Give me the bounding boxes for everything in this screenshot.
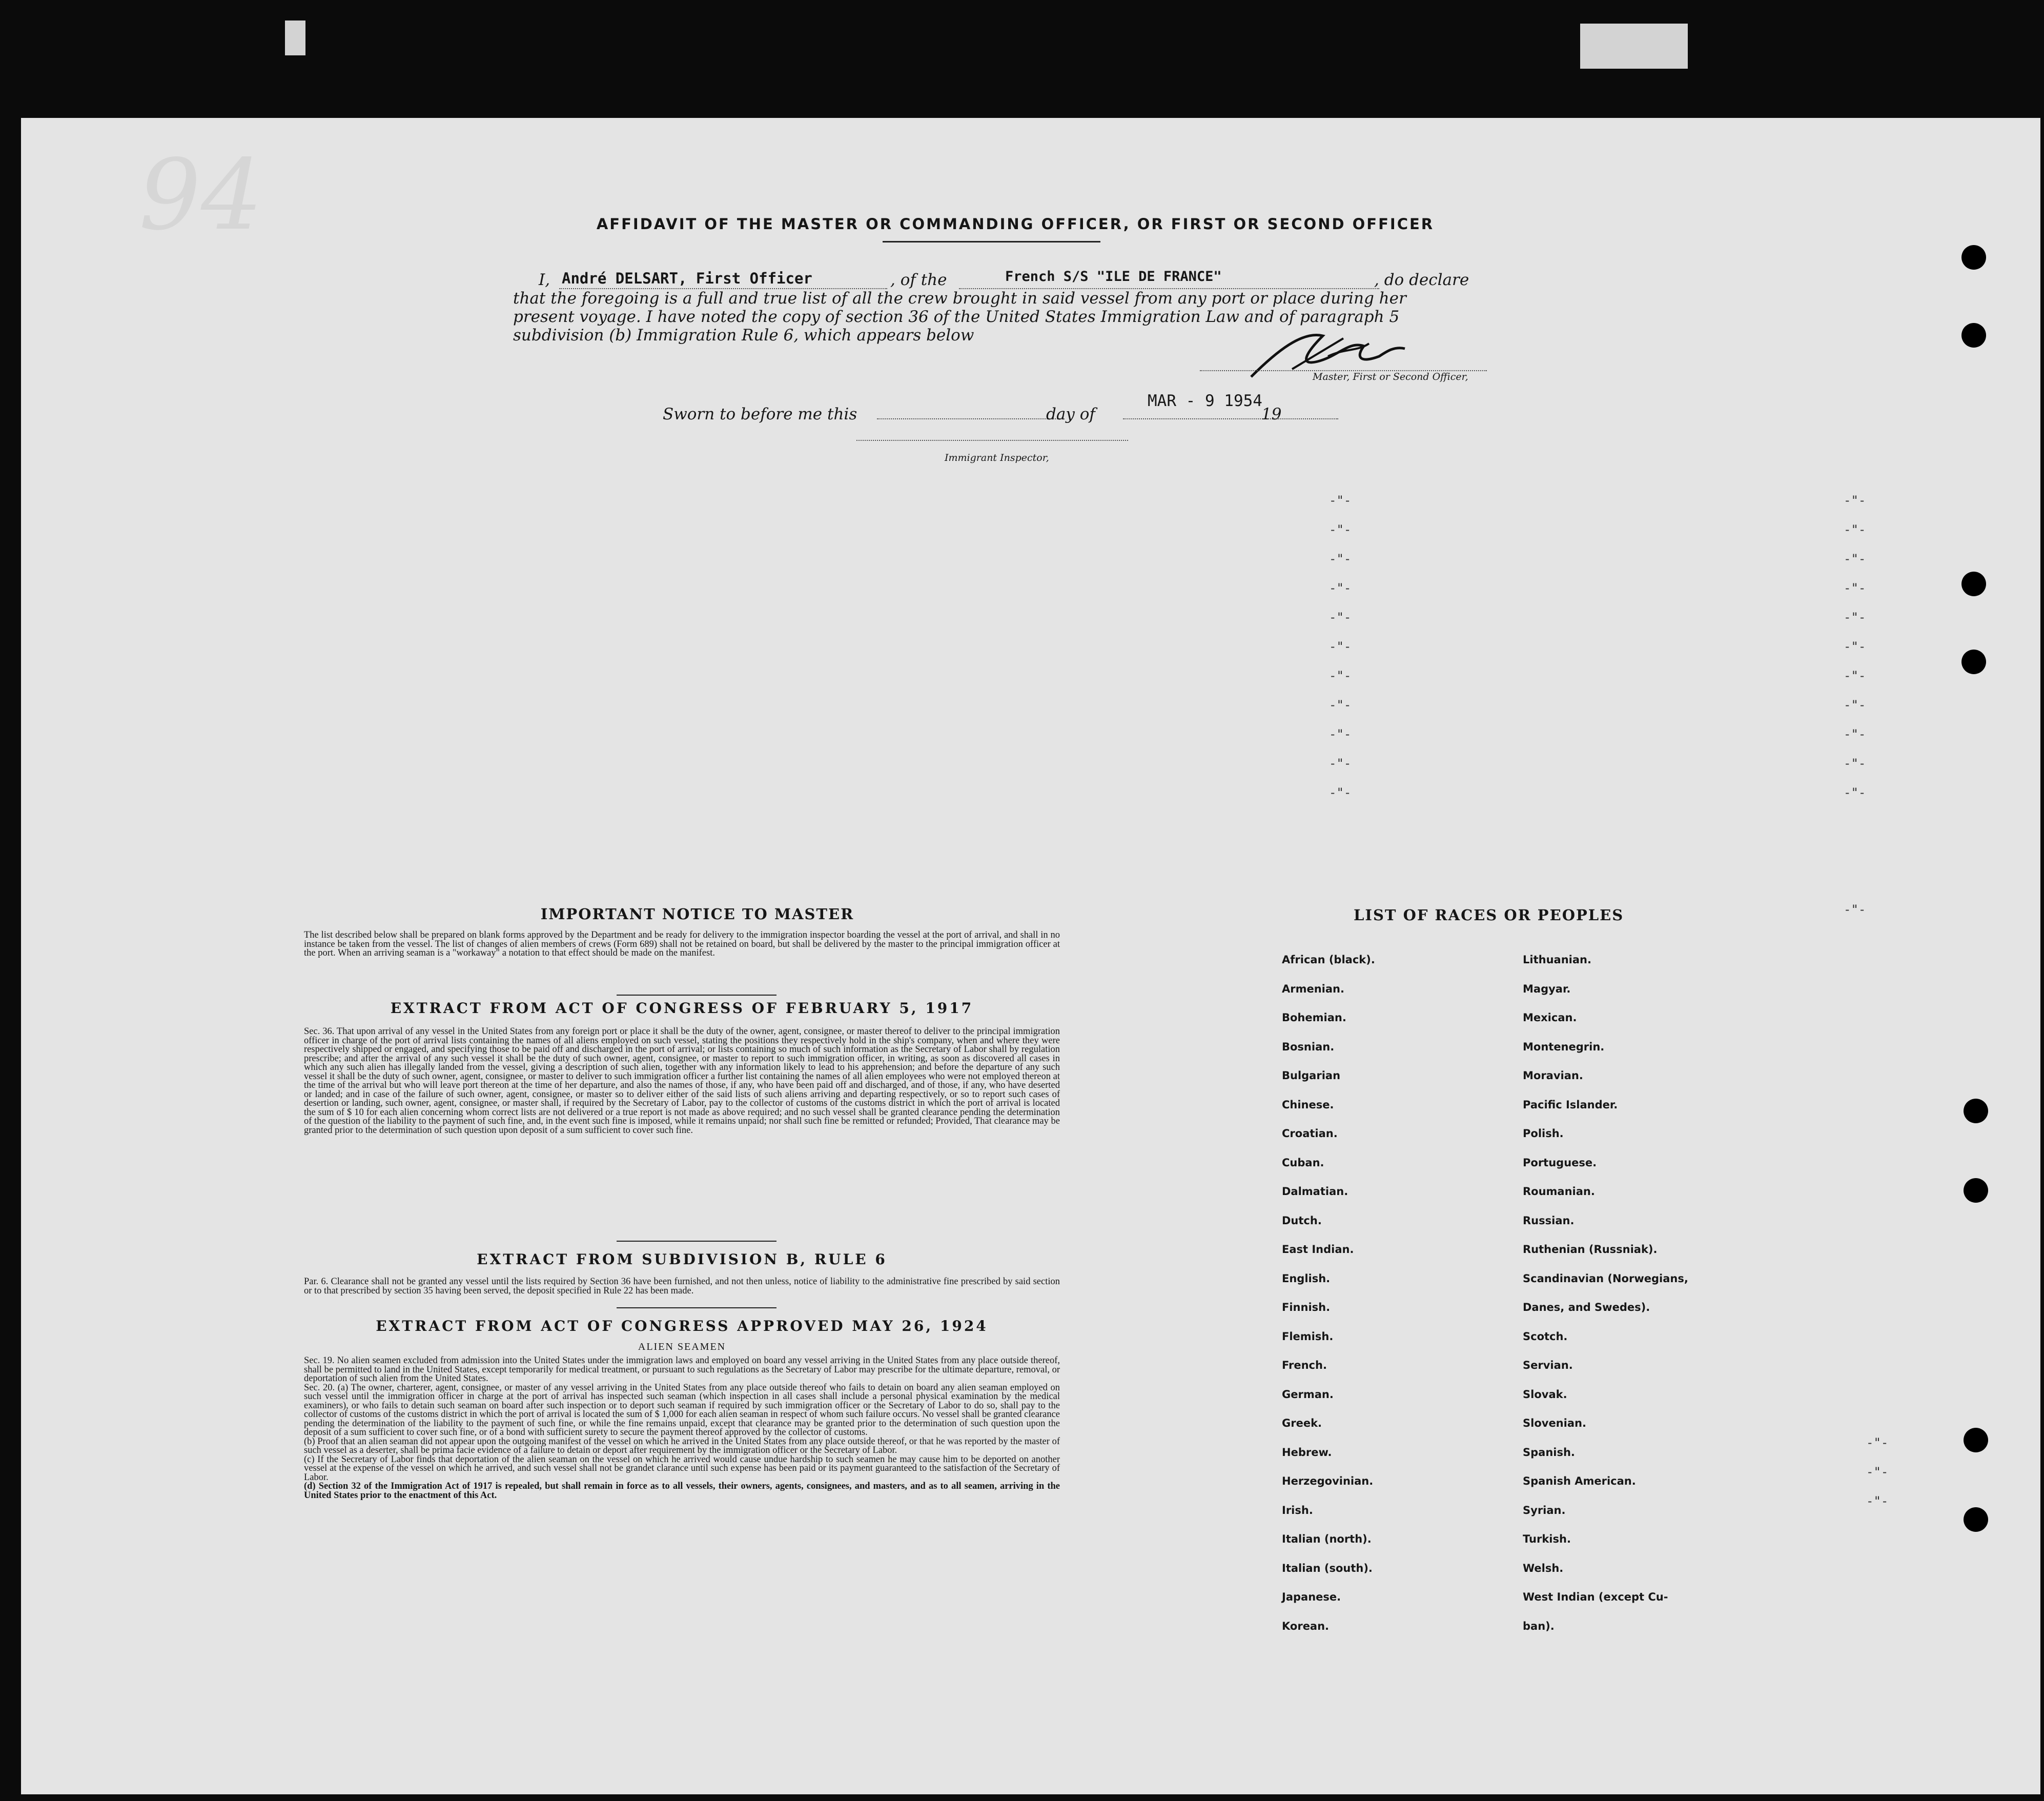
extract-1924-body <box>304 1357 1060 1500</box>
ditto-mark: -"- <box>1844 902 1866 917</box>
race-item: Italian (south). <box>1282 1562 1373 1574</box>
ditto-mark: -"- <box>1844 493 1866 508</box>
race-item: Portuguese. <box>1523 1156 1597 1169</box>
race-item: Moravian. <box>1523 1069 1583 1082</box>
race-item: Spanish American. <box>1523 1475 1636 1487</box>
extract-1917-title: EXTRACT FROM ACT OF CONGRESS OF FEBRUARY 5, 1917 <box>390 1000 974 1017</box>
ditto-mark: -"- <box>1329 639 1352 654</box>
extract-1917-body: Sec. 36. That upon arrival of any vessel in the United States from any foreign port or place it shall be the duty of the owner, agent, consignee, or master thereof to deliver to the principal immigration officer in charge of the port of arrival lists containing the names of all aliens employed on such vessel, stating the positions they respectively hold in the ship's company, when and where they were respectively shipped or engaged, and specifying those to be paid off and discharged in the port of arrival; or lists containing so much of such information as the Secretary of Labor shall by regulation prescribe; and after the arrival of any such vessel it shall be the duty of such owner, agent, consignee, or master to report to such immigration officer, in writing, as soon as discovered all cases in which any such alien has illegally landed from the vessel, giving a description of such alien, together with any information likely to lead to his apprehension; and before the departure of any such vessel it shall be the duty of such owner, agent, consignee, or master to deliver to such immigration officer a further list containing the names of all alien employees who were not employed thereon at the time of the arrival but who will leave port thereon at the time of her departure, and also the names of those, if any, who have been paid off and discharged, and of those, if any, who have deserted or landed; and in case of the failure of such owner, agent, consignee, or master so to deliver either of the said lists of such aliens arriving and departing respectively, or so to report such cases of desertion or landing, such owner, agent, consignee, or master shall, if required by the Secretary of Labor, pay to the collector of customs of the customs district in which the port of arrival is located the sum of $ 10 for each alien concerning whom correct lists are not delivered or a true report is not made as above required; and no such vessel shall be granted clearance pending the determination of the question of the liability to the payment of such fine, and, in the event such fine is imposed, while it remains unpaid; nor shall such fine be remitted or refunded; Provided, That clearance may be granted prior to the determination of such question upon deposit of a sum sufficient to cover such fine. <box>304 1026 1060 1136</box>
race-item: Italian (north). <box>1282 1533 1372 1545</box>
race-item: Irish. <box>1282 1504 1313 1516</box>
ditto-mark: -"- <box>1329 756 1352 771</box>
notice-body: The list described below shall be prepared on blank forms approved by the Department and be ready for delivery to the immigration inspector boarding the vessel at the port of arrival, and shall in no instance be taken from the vessel. The list of changes of alien members of crews (Form 689) shall not be retained on board, but shall be delivered by the master to the principal immigration officer at the port. When an arriving seaman is a "workaway" a notation to that effect should be made on the manifest. <box>304 930 1060 958</box>
ditto-mark: -"- <box>1866 1494 1889 1508</box>
ditto-mark: -"- <box>1844 698 1866 712</box>
race-item: Bulgarian <box>1282 1069 1341 1082</box>
inspector-caption: Immigrant Inspector, <box>945 452 1049 463</box>
race-item: ban). <box>1523 1620 1555 1632</box>
ditto-mark: -"- <box>1844 669 1866 683</box>
race-item: Dalmatian. <box>1282 1185 1348 1198</box>
race-item: Armenian. <box>1282 982 1344 995</box>
race-item: Finnish. <box>1282 1301 1331 1313</box>
page-number: 94 <box>139 138 263 252</box>
ditto-mark: -"- <box>1329 552 1352 566</box>
ditto-mark: -"- <box>1866 1435 1889 1450</box>
sec-20d-text: (d) Section 32 of the Immigration Act of 1917 is repealed, but shall remain in force as to all vessels, their owners, agents, consignees, and masters, and as to all seamen, arriving in the United States prior to the enactment of this Act. <box>304 1481 1060 1501</box>
race-item: Ruthenian (Russniak). <box>1523 1243 1658 1256</box>
races-title: LIST OF RACES OR PEOPLES <box>1354 906 1624 924</box>
ditto-mark: -"- <box>1844 581 1866 595</box>
race-item: Cuban. <box>1282 1156 1324 1169</box>
declaration-line-2: that the foregoing is a full and true list of all the crew brought in said vessel from any port or place during her <box>513 289 1406 308</box>
film-tab-left <box>285 21 305 55</box>
race-item: Croatian. <box>1282 1127 1338 1140</box>
do-declare-label: , do declare <box>1374 271 1469 289</box>
vessel-name: French S/S "ILE DE FRANCE" <box>1005 269 1222 285</box>
race-item: Mexican. <box>1523 1011 1577 1024</box>
race-item: Servian. <box>1523 1359 1573 1371</box>
punch-hole <box>1964 1178 1988 1203</box>
race-item: Greek. <box>1282 1417 1322 1429</box>
race-item: Flemish. <box>1282 1330 1334 1343</box>
officer-name: André DELSART, First Officer <box>562 270 812 287</box>
ditto-mark: -"- <box>1329 698 1352 712</box>
ditto-mark: -"- <box>1329 669 1352 683</box>
ditto-mark: -"- <box>1329 727 1352 741</box>
race-item: French. <box>1282 1359 1327 1371</box>
race-item: Bohemian. <box>1282 1011 1346 1024</box>
race-item: Roumanian. <box>1523 1185 1595 1198</box>
ditto-mark: -"- <box>1329 493 1352 508</box>
race-item: West Indian (except Cu- <box>1523 1591 1668 1603</box>
punch-hole <box>1964 1507 1988 1532</box>
punch-hole <box>1961 245 1986 270</box>
punch-hole <box>1964 1428 1988 1452</box>
year-prefix: 19 <box>1261 405 1282 423</box>
declaration-line-1: I, <box>539 271 550 289</box>
sworn-day-line <box>877 418 1061 419</box>
punch-hole <box>1961 323 1986 348</box>
sworn-label: Sworn to before me this <box>663 405 857 423</box>
race-item: Danes, and Swedes). <box>1523 1301 1650 1313</box>
punch-hole <box>1964 1099 1988 1123</box>
punch-hole <box>1961 650 1986 674</box>
title-underline <box>883 241 1100 242</box>
race-item: African (black). <box>1282 954 1375 966</box>
of-the-label: , of the <box>890 271 947 289</box>
sec-20a-text: Sec. 20. (a) The owner, charterer, agent, consignee, or master of any vessel arriving in the United States from any place outside thereof who fails to detain on board any alien seaman employed on such vessel until the immigration officer in charge at the port of arrival has inspected such seaman (which inspection in all cases shall include a personal physical examination by the medical examiners), or who fails to detain such seaman on board after such inspection or to deport such seaman if required by such immigration officer or the Secretary of Labor to do so, shall pay to the collector of customs of the customs district in which the port of arrival is located the sum of $ 1,000 for each alien seaman in respect of whom such failure occurs. No vessel shall be granted clearance pending the determination of the liability to the payment of such fine, or while the fine remains unpaid, except that clearance may be granted prior to the determination of such question upon the deposit of a sum sufficient to cover such fine, or of a bond with sufficient surety to secure the payment thereof approved by the collector of customs. <box>304 1382 1060 1438</box>
ditto-mark: -"- <box>1844 552 1866 566</box>
race-item: Spanish. <box>1523 1446 1575 1459</box>
race-item: Lithuanian. <box>1523 954 1591 966</box>
race-item: Slovak. <box>1523 1388 1567 1401</box>
ditto-mark: -"- <box>1844 727 1866 741</box>
extract-rule6-title: EXTRACT FROM SUBDIVISION B, RULE 6 <box>477 1251 887 1268</box>
declaration-line-4: subdivision (b) Immigration Rule 6, which appears below <box>513 326 974 345</box>
section-divider <box>617 1307 776 1308</box>
race-item: Hebrew. <box>1282 1446 1332 1459</box>
race-item: Japanese. <box>1282 1591 1341 1603</box>
signature-caption: Master, First or Second Officer, <box>1313 371 1468 382</box>
race-item: Bosnian. <box>1282 1040 1335 1053</box>
section-divider <box>617 995 776 996</box>
punch-hole <box>1961 572 1986 596</box>
extract-rule6-body: Par. 6. Clearance shall not be granted any vessel until the lists required by Section 36 have been furnished, and not then unless, notice of liability to the administrative fine prescribed by said section or to that prescribed by section 35 having been served, the deposit specified in Rule 22 has been made. <box>304 1277 1060 1296</box>
sec-20b-text: (b) Proof that an alien seaman did not appear upon the outgoing manifest of the vessel on which he arrived in the United States from any place outside thereof, or that he was reported by the master of such vessel as a deserter, shall be prima facie evidence of a failure to detain or deport after requirement by the immigration officer or the Secretary of Labor. <box>304 1436 1060 1455</box>
ditto-mark: -"- <box>1844 522 1866 537</box>
race-item: German. <box>1282 1388 1334 1401</box>
affidavit-title: AFFIDAVIT OF THE MASTER OR COMMANDING OFFICER, OR FIRST OR SECOND OFFICER <box>596 215 1435 233</box>
ditto-mark: -"- <box>1329 785 1352 800</box>
ditto-mark: -"- <box>1844 610 1866 624</box>
race-item: Magyar. <box>1523 982 1571 995</box>
date-line <box>1123 418 1277 419</box>
race-item: Chinese. <box>1282 1098 1334 1111</box>
race-item: Korean. <box>1282 1620 1330 1632</box>
notice-title: IMPORTANT NOTICE TO MASTER <box>540 905 854 923</box>
ditto-mark: -"- <box>1844 785 1866 800</box>
day-of-label: day of <box>1046 405 1095 423</box>
race-item: English. <box>1282 1272 1331 1285</box>
year-line <box>1277 418 1338 419</box>
sec-19-text: Sec. 19. No alien seamen excluded from admission into the United States under the immigration laws and employed on board any vessel arriving in the United States from any place outside thereof, shall be permitted to land in the United States, except temporarily for medical treatment, or pursuant to such regulations as the Secretary of Labor may prescribe for the ultimate departure, removal, or deportation of such alien from the United States. <box>304 1355 1060 1384</box>
ditto-mark: -"- <box>1844 756 1866 771</box>
race-item: Syrian. <box>1523 1504 1566 1516</box>
race-item: Montenegrin. <box>1523 1040 1605 1053</box>
ditto-mark: -"- <box>1329 581 1352 595</box>
extract-1924-subtitle: ALIEN SEAMEN <box>638 1341 726 1352</box>
film-tab-right <box>1580 24 1688 69</box>
document-page <box>21 118 2040 1794</box>
race-item: Dutch. <box>1282 1214 1322 1227</box>
race-item: Herzegovinian. <box>1282 1475 1374 1487</box>
race-item: Turkish. <box>1523 1533 1571 1545</box>
ditto-mark: -"- <box>1866 1465 1889 1479</box>
inspector-line <box>856 440 1128 441</box>
race-item: Scotch. <box>1523 1330 1568 1343</box>
sec-20c-text: (c) If the Secretary of Labor finds that deportation of the alien seaman on the vessel on which he arrived would cause undue hardship to such seamen he may cause him to be deported on another vessel at the expense of the vessel on which he arrived, and such vessel shall not be grandet clarance until such expense has been paid or its payment guaranteed to the satisfaction of the Secretary of Labor. <box>304 1454 1060 1483</box>
section-divider <box>617 1241 776 1242</box>
race-item: Polish. <box>1523 1127 1564 1140</box>
ditto-mark: -"- <box>1329 610 1352 624</box>
declaration-line-3: present voyage. I have noted the copy of section 36 of the United States Immigration Law and of paragraph 5 <box>513 308 1400 326</box>
extract-1924-title: EXTRACT FROM ACT OF CONGRESS APPROVED MAY 26, 1924 <box>376 1318 988 1334</box>
race-item: Slovenian. <box>1523 1417 1586 1429</box>
date-stamp: MAR - 9 1954 <box>1148 392 1262 410</box>
race-item: Russian. <box>1523 1214 1575 1227</box>
race-item: East Indian. <box>1282 1243 1354 1256</box>
ditto-mark: -"- <box>1844 639 1866 654</box>
race-item: Pacific Islander. <box>1523 1098 1618 1111</box>
race-item: Scandinavian (Norwegians, <box>1523 1272 1688 1285</box>
race-item: Welsh. <box>1523 1562 1564 1574</box>
ditto-mark: -"- <box>1329 522 1352 537</box>
